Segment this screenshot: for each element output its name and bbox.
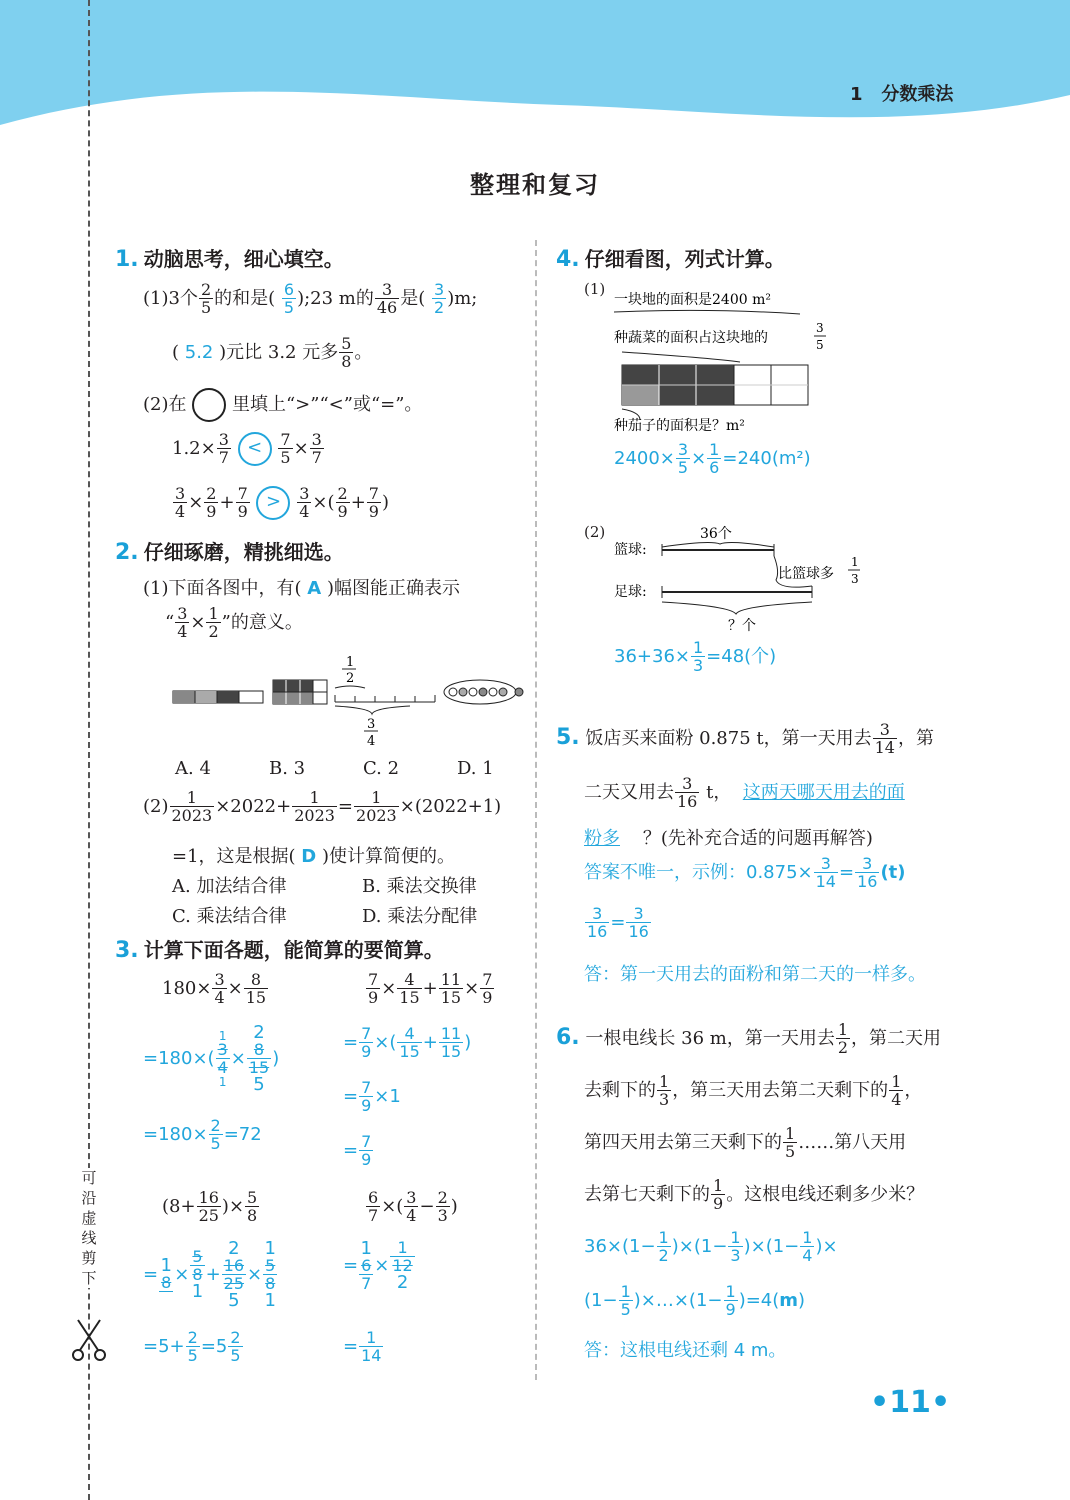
option-figures (170, 650, 530, 750)
figure-b (273, 680, 327, 704)
q3-step2b: = $\frac{7}{9}$ ×1 (343, 1078, 401, 1115)
svg-text:篮球:: 篮球: (614, 542, 647, 558)
q6-answer2: (1− $\frac{1}{5}$ )×…×(1− $\frac{1}{9}$ )=4(m) (584, 1282, 806, 1319)
q5-blank-answer: 这两天哪天用去的面 (742, 782, 905, 803)
header-wave (0, 0, 1070, 140)
q3-step1a: =180×( 1 3 4 1 × 2 8 15 5 ) (143, 1022, 280, 1095)
q6-answer1: 36×(1− $\frac{1}{2}$ )×(1− $\frac{1}{3}$ )×(1− $\frac{1}{4}$ )× (584, 1228, 838, 1265)
svg-text:4: 4 (367, 734, 376, 749)
q6-line3: 第四天用去第三天剩下的 $\frac{1}{5}$ ……第八天用 (584, 1124, 907, 1161)
q2-heading: 2. 仔细琢磨，精挑细选。 (115, 540, 344, 565)
compare-answer: > (256, 486, 290, 520)
q2-options2-row1: A. 加法结合律 B. 乘法交换律 (172, 876, 477, 897)
q5-answer1: 答案不唯一，示例：0.875× $\frac{3}{14}$ = $\frac{3}{16}$ (t) (584, 854, 906, 891)
q5-line3: 粉多 ？(先补充合适的问题再解答) (584, 828, 873, 849)
compare-circle-icon (192, 388, 226, 422)
q3-step2a: = $\frac{7}{9}$ ×( $\frac{4}{15}$ + $\frac{11}{15}$ ) (343, 1024, 472, 1061)
svg-text:5: 5 (816, 338, 824, 352)
page-number: •11• (870, 1385, 951, 1420)
q4-label2: (2) (584, 523, 606, 541)
svg-text:3: 3 (816, 321, 824, 335)
figure-c (335, 655, 435, 749)
page-title: 整理和复习 (470, 171, 600, 199)
q1-compare1: 1.2× $\frac{3}{7}$ < $\frac{7}{5}$ × $\frac{3}{7}$ (172, 430, 322, 467)
q3-step4b: = $\frac{1}{14}$ (343, 1328, 382, 1365)
q4-heading: 4. 仔细看图，列式计算。 (556, 247, 785, 272)
q1-line1: (1)3个 $\frac{2}{5}$ 的和是( $\frac{6}{5}$ );23 m的 $\frac{3}{46}$ 是( $\frac{3}{2}$ )m; (143, 280, 478, 317)
q3-step1b: =180× $\frac{2}{5}$ =72 (143, 1116, 262, 1153)
q2-options1: A. 4 B. 3 C. 2 D. 1 (175, 758, 494, 779)
svg-text:3: 3 (851, 572, 859, 586)
svg-text:种蔬菜的面积占这块地的: 种蔬菜的面积占这块地的 (614, 330, 768, 346)
q3-step4a: = 1 6 7 × 1 12 2 (343, 1238, 413, 1293)
figure-d (444, 680, 523, 704)
svg-text:一块地的面积是2400 m²: 一块地的面积是2400 m² (614, 292, 771, 308)
q2-line4: =1，这是根据( D )使计算简便的。 (172, 846, 456, 867)
q4-diagram1 (600, 282, 850, 442)
q1-line2: ( 5.2 )元比 3.2 元多 $\frac{5}{8}$ 。 (172, 334, 373, 371)
svg-text:2: 2 (346, 671, 355, 686)
q3-problem2: $\frac{7}{9}$ × $\frac{4}{15}$ + $\frac{11}{15}$ × $\frac{7}{9}$ (368, 970, 493, 1007)
q2-options2-row2: C. 乘法结合律 D. 乘法分配律 (172, 906, 478, 927)
q4-diagram2 (600, 520, 870, 635)
q5-conclusion: 答：第一天用去的面粉和第二天的一样多。 (584, 964, 926, 985)
svg-text:1: 1 (346, 655, 355, 670)
q3-problem3: (8+ $\frac{16}{25}$ )× $\frac{5}{8}$ (162, 1188, 258, 1225)
cut-hint: 可 沿 虚 线 剪 下 (81, 1169, 97, 1287)
q3-problem4: $\frac{6}{7}$ ×( $\frac{3}{4}$ − $\frac{2}{3}$ ) (368, 1188, 458, 1225)
q3-problem1: 180× $\frac{3}{4}$ × $\frac{8}{15}$ (162, 970, 267, 1007)
q3-step3b: =5+ $\frac{2}{5}$ =5 $\frac{2}{5}$ (143, 1328, 241, 1365)
q6-line1: 6. 一根电线长 36 m，第一天用去 $\frac{1}{2}$ ，第二天用 (556, 1020, 942, 1057)
q5-answer2: $\frac{3}{16}$ = $\frac{3}{16}$ (587, 904, 649, 941)
q2-line2: “ $\frac{3}{4}$ × $\frac{1}{2}$ ”的意义。 (165, 604, 303, 641)
svg-text:比篮球多: 比篮球多 (778, 566, 834, 582)
figure-a (173, 691, 263, 703)
chapter-header: 1 分数乘法 (850, 84, 954, 105)
q3-step3a: = 1 8 × 5 8 1 + 2 16 25 5 × 1 5 8 1 (143, 1238, 276, 1311)
svg-text:种茄子的面积是？m²: 种茄子的面积是？m² (614, 418, 745, 434)
q4-answer2: 36+36× $\frac{1}{3}$ =48(个) (614, 638, 777, 675)
q2-line3: (2) $\frac{1}{2023}$ ×2022+ $\frac{1}{2023}$ = $\frac{1}{2023}$ ×(2022+1) (143, 788, 502, 825)
q1-heading: 1. 动脑思考，细心填空。 (115, 247, 344, 272)
q3-step2c: = $\frac{7}{9}$ (343, 1132, 372, 1169)
q6-line2: 去剩下的 $\frac{1}{3}$ ，第三天用去第二天剩下的 $\frac{1}{4}$ ， (584, 1072, 923, 1109)
q4-answer1: 2400× $\frac{3}{5}$ × $\frac{1}{6}$ =240(m²) (614, 440, 811, 477)
q5-line2: 二天又用去 $\frac{3}{16}$ t， 这两天哪天用去的面 (584, 774, 905, 811)
svg-text:足球:: 足球: (614, 584, 647, 600)
svg-text:？个: ？个 (728, 618, 756, 634)
svg-text:1: 1 (851, 555, 859, 569)
column-divider (535, 240, 537, 1380)
scissors-icon (72, 1318, 106, 1362)
q2-line1: (1)下面各图中，有( A )幅图能正确表示 (143, 578, 460, 599)
compare-answer: < (238, 432, 272, 466)
q1-line3: (2)在 里填上“>”“<”或“=”。 (143, 388, 422, 422)
q4-label1: (1) (584, 280, 606, 298)
svg-text:36个: 36个 (700, 526, 732, 542)
svg-text:3: 3 (367, 717, 376, 732)
q1-compare2: $\frac{3}{4}$ × $\frac{2}{9}$ + $\frac{7}{9}$ > $\frac{3}{4}$ ×( $\frac{2}{9}$ + $\frac{7}{9}$ ) (175, 484, 390, 521)
q6-line4: 去第七天剩下的 $\frac{1}{9}$ 。这根电线还剩多少米？ (584, 1176, 925, 1213)
q6-conclusion: 答：这根电线还剩 4 m。 (584, 1340, 787, 1361)
q5-line1: 5. 饭店买来面粉 0.875 t，第一天用去 $\frac{3}{14}$ ，第 (556, 720, 934, 757)
q3-heading: 3. 计算下面各题，能简算的要简算。 (115, 938, 444, 963)
